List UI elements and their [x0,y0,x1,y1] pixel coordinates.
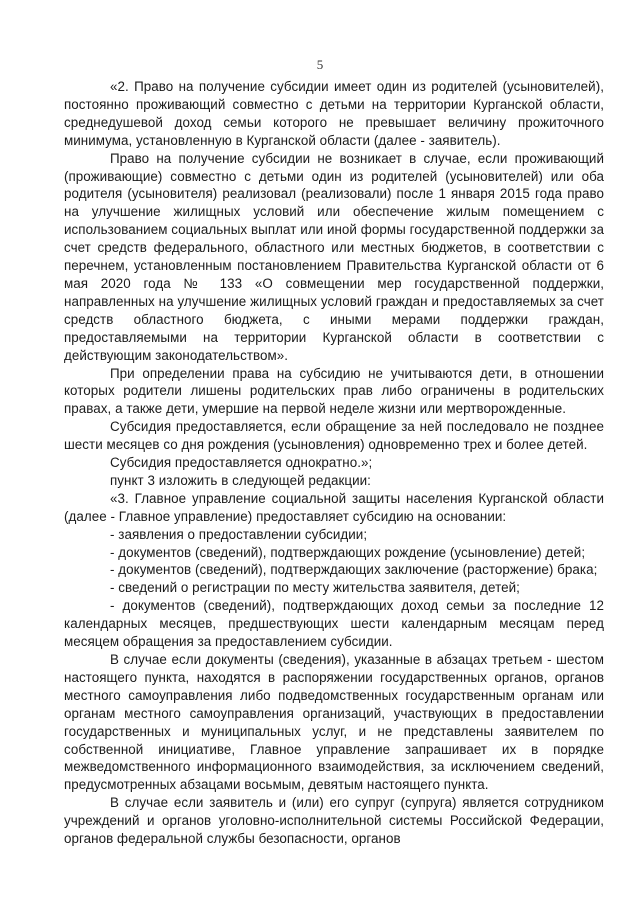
paragraph-interagency-request: В случае если документы (сведения), указанные в абзацах третьем - шестом настоящего пункта, находятся в распоряжении государственных органов, органов местного самоуправления либо подведомственных государственным органам или органам местного самоуправления организаций, участвующих в предоставлении государственных и муниципальных услуг, и не представлены заявителем по собственной инициативе, Главное управление запрашивает их в порядке межведомственного информационного взаимодействия, за исключением сведений, предусмотренных абзацами восьмым, девятым настоящего пункта. [64,652,604,793]
document-body [64,78,604,848]
paragraph-application-deadline: Субсидия предоставляется, если обращение за ней последовало не позднее шести месяцев со дня рождения (усыновления) одновременно трех и более детей. [64,419,604,453]
list-item-marriage-documents: - документов (сведений), подтверждающих заключение (расторжение) брака; [110,562,598,578]
paragraph-subsidy-right: «2. Право на получение субсидии имеет один из родителей (усыновителей), постоянно проживающий совместно с детьми на территории Курганской области, среднедушевой доход семьи которого не превышает величину прожиточного минимума, установленную в Курганской области (далее - заявитель). [64,79,604,148]
list-item-birth-documents: - документов (сведений), подтверждающих рождение (усыновление) детей; [110,544,586,560]
page-number: 5 [316,57,324,72]
paragraph-clause-3-intro: пункт 3 изложить в следующей редакции: [110,472,371,488]
list-item-income-documents: - документов (сведений), подтверждающих доход семьи за последние 12 календарных месяцев, предшествующих шести календарным месяцам перед месяцем обращения за предоставлением субсидии. [64,598,604,650]
paragraph-children-not-counted: При определении права на субсидию не учитываются дети, в отношении которых родители лишены родительских прав либо ограничены в родительских правах, а также дети, умершие на первой неделе жизни или мертворожденные. [64,365,604,417]
paragraph-clause-3-text: «3. Главное управление социальной защиты населения Курганской области (далее - Главное управление) предоставляет субсидию на основании: [64,490,604,524]
paragraph-right-not-arising: Право на получение субсидии не возникает в случае, если проживающий (проживающие) совместно с детьми один из родителей (усыновителей) или оба родителя (усыновителя) реализовал (реализовали) после 1 января 2015 года право на улучшение жилищных условий или обеспечение жилым помещением с использованием социальных выплат или иной формы государственной поддержки за счет средств федерального, областного или местных бюджетов, в соответствии с перечнем, установленным постановлением Правительства Курганской области от 6 мая 2020 года № 133 «О совмещении мер государственной поддержки, направленных на улучшение жилищных условий граждан и предоставляемых за счет средств областного бюджета, с иными мерами поддержки граждан, предоставляемыми на территории Курганской области в соответствии с действующим законодательством». [64,150,604,363]
paragraph-spouse-employee: В случае если заявитель и (или) его супруг (супруга) является сотрудником учреждений и органов уголовно-исполнительной системы Российской Федерации, органов федеральной службы безопасности, органов [64,795,604,847]
paragraph-one-time: Субсидия предоставляется однократно.»; [110,455,373,471]
list-item-registration: - сведений о регистрации по месту жительства заявителя, детей; [110,580,520,596]
list-item-application: - заявления о предоставлении субсидии; [110,526,368,542]
